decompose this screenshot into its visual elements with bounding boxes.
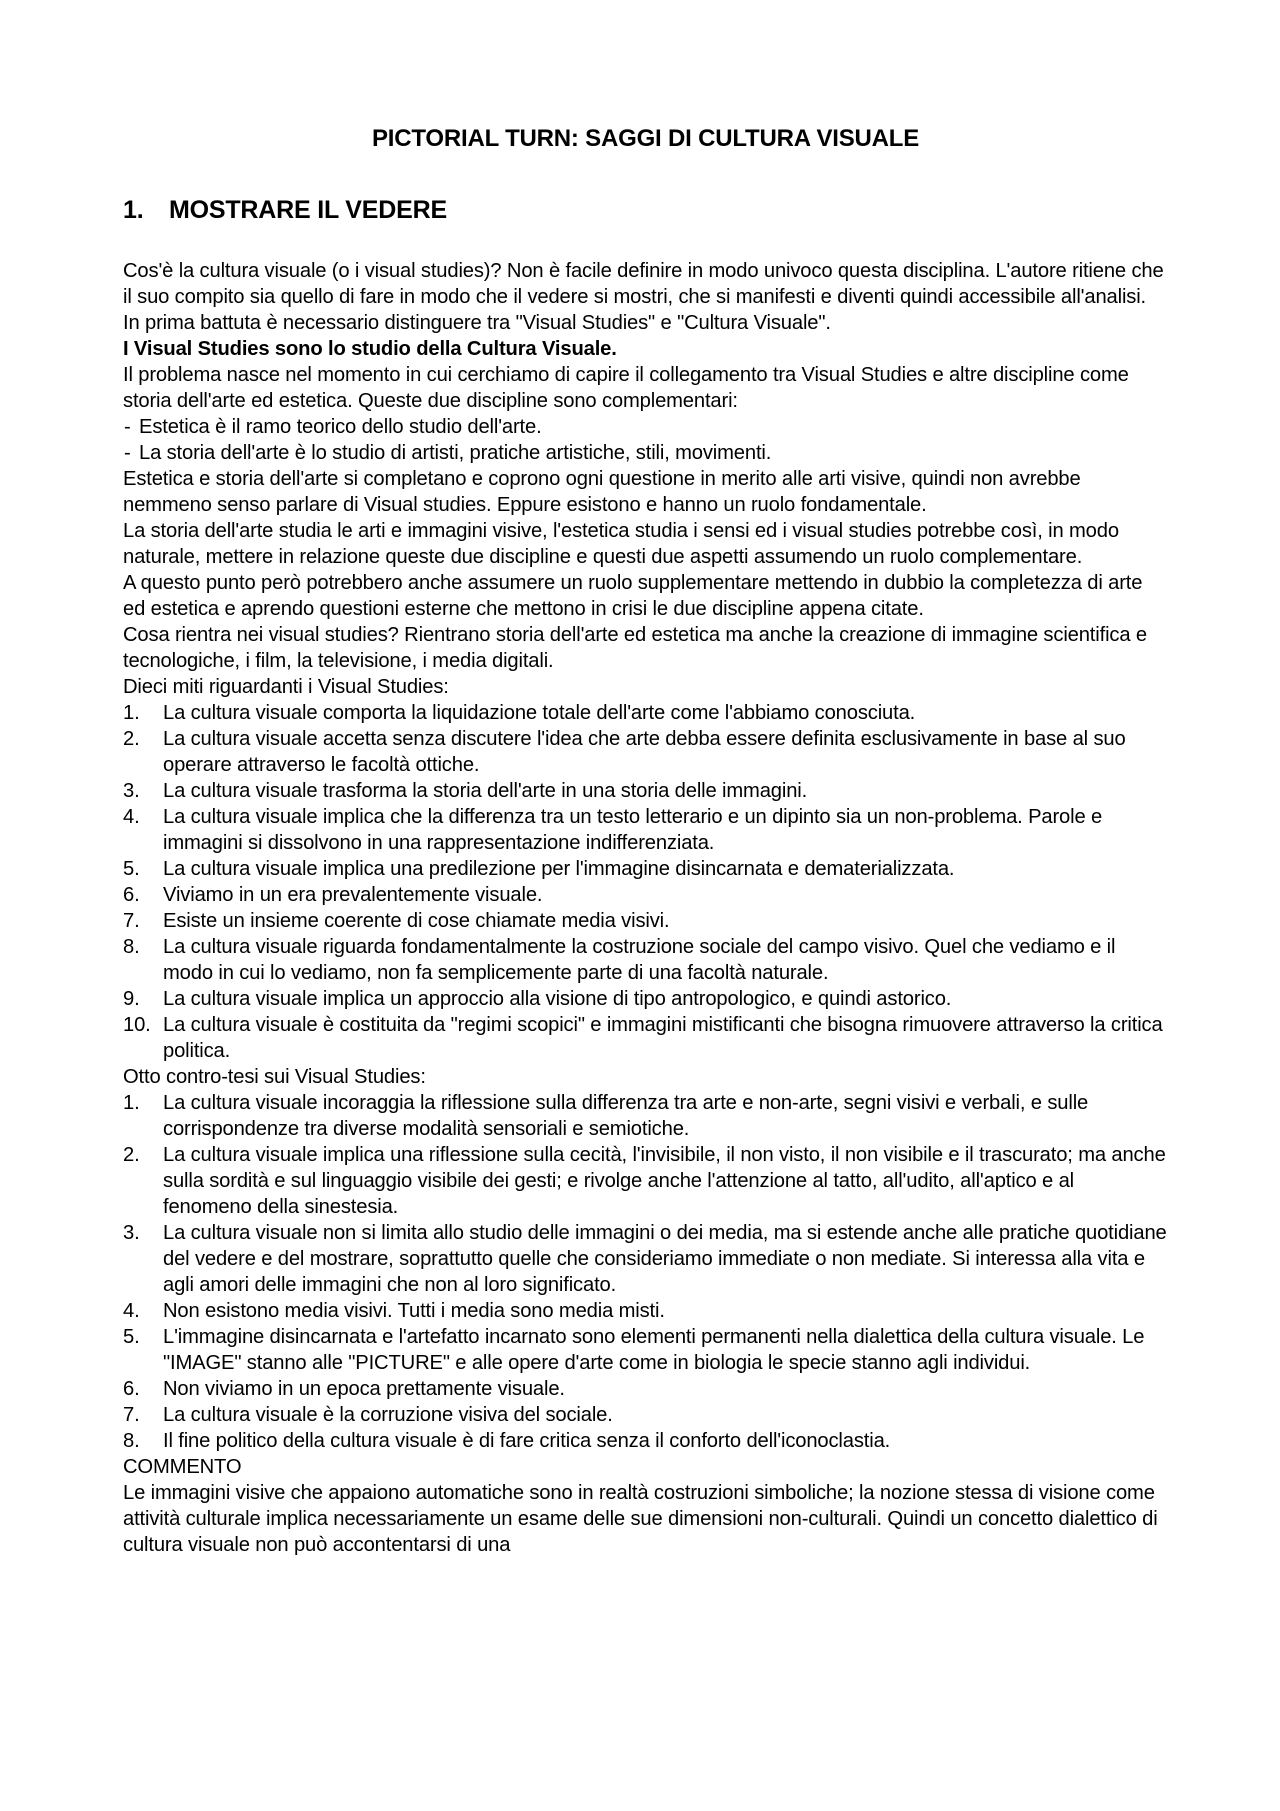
body-paragraph: A questo punto però potrebbero anche assumere un ruolo supplementare mettendo in dubbio la completezza di arte ed estetica e aprendo questioni esterne che mettono in crisi le due discipline appena citate. [123, 572, 1143, 620]
commento-label: COMMENTO [123, 1456, 242, 1478]
list-item [123, 804, 1168, 856]
list-number: 2. [123, 1144, 140, 1166]
body-paragraph: Estetica e storia dell'arte si completano e coprono ogni questione in merito alle arti visive, quindi non avrebbe nemmeno senso parlare di Visual studies. Eppure esistono e hanno un ruolo fondamentale. [123, 468, 1081, 516]
list-item [123, 700, 1168, 726]
list-item [123, 1376, 1168, 1402]
list-item-text: La cultura visuale incoraggia la riflessione sulla differenza tra arte e non-arte, segni visivi e verbali, e sulle corrispondenze tra diverse modalità sensoriali e semiotiche. [163, 1092, 1089, 1140]
list-item-text: La cultura visuale è la corruzione visiva del sociale. [163, 1404, 613, 1426]
section-title: MOSTRARE IL VEDERE [169, 196, 447, 224]
list-number: 1. [123, 1092, 140, 1114]
list-item [123, 1402, 1168, 1428]
list-number: 5. [123, 858, 140, 880]
list-item-text: Il fine politico della cultura visuale è di fare critica senza il conforto dell'iconoclastia. [163, 1430, 891, 1452]
theses-heading: Otto contro-tesi sui Visual Studies: [123, 1066, 426, 1088]
body-paragraph: Cosa rientra nei visual studies? Rientrano storia dell'arte ed estetica ma anche la creazione di immagine scientifica e tecnologiche, i film, la televisione, i media digitali. [123, 624, 1147, 672]
list-item [123, 986, 1168, 1012]
section-number: 1. [123, 196, 144, 224]
list-item-text: La cultura visuale è costituita da "regimi scopici" e immagini mistificanti che bisogna rimuovere attraverso la critica politica. [163, 1014, 1163, 1062]
list-item [123, 778, 1168, 804]
list-item-text: La cultura visuale riguarda fondamentalmente la costruzione sociale del campo visivo. Quel che vediamo e il modo in cui lo vediamo, non fa semplicemente parte di una facoltà naturale. [163, 936, 1116, 984]
list-item-text: La cultura visuale implica un approccio alla visione di tipo antropologico, e quindi astorico. [163, 988, 952, 1010]
list-item-text: La cultura visuale trasforma la storia dell'arte in una storia delle immagini. [163, 780, 808, 802]
dash-item-text: Estetica è il ramo teorico dello studio dell'arte. [139, 416, 542, 438]
list-number: 7. [123, 1404, 140, 1426]
list-number: 7. [123, 910, 140, 932]
distinction-paragraph: In prima battuta è necessario distinguere tra "Visual Studies" e "Cultura Visuale". [123, 312, 831, 334]
list-item-text: La cultura visuale comporta la liquidazione totale dell'arte come l'abbiamo conosciuta. [163, 702, 916, 724]
myths-heading: Dieci miti riguardanti i Visual Studies: [123, 676, 449, 698]
list-number: 3. [123, 1222, 140, 1244]
list-item [123, 882, 1168, 908]
list-item-text: Non esistono media visivi. Tutti i media sono media misti. [163, 1300, 665, 1322]
list-item [123, 934, 1168, 986]
list-item-text: L'immagine disincarnata e l'artefatto incarnato sono elementi permanenti nella dialettica della cultura visuale. Le "IMAGE" stanno alle "PICTURE" e alle opere d'arte come in biologia le specie stanno agli individui. [163, 1326, 1145, 1374]
myths-list [123, 700, 1168, 1064]
section-heading [123, 194, 1168, 226]
list-item [123, 1428, 1168, 1454]
list-number: 6. [123, 1378, 140, 1400]
dash-list-item [123, 414, 1168, 440]
page-content [123, 124, 1168, 1558]
list-number: 8. [123, 936, 140, 958]
list-number: 6. [123, 884, 140, 906]
list-number: 5. [123, 1326, 140, 1348]
list-item-text: La cultura visuale non si limita allo studio delle immagini o dei media, ma si estende anche alle pratiche quotidiane del vedere e del mostrare, soprattutto quelle che consideriamo immediate o non mediate. Si interessa alla vita e agli amori delle immagini che non al loro significato. [163, 1222, 1167, 1296]
dash-list-item [123, 440, 1168, 466]
list-item-text: La cultura visuale implica una predilezione per l'immagine disincarnata e dematerializzata. [163, 858, 955, 880]
list-item-text: Non viviamo in un epoca prettamente visuale. [163, 1378, 565, 1400]
list-item-text: Viviamo in un era prevalentemente visuale. [163, 884, 543, 906]
document-title: PICTORIAL TURN: SAGGI DI CULTURA VISUALE [371, 125, 920, 152]
bold-statement: I Visual Studies sono lo studio della Cultura Visuale. [123, 338, 617, 360]
list-item [123, 908, 1168, 934]
list-item [123, 1298, 1168, 1324]
dash-marker: - [124, 416, 131, 438]
list-item [123, 1012, 1168, 1064]
list-item [123, 726, 1168, 778]
list-number: 4. [123, 1300, 140, 1322]
list-item [123, 856, 1168, 882]
dash-list [123, 414, 1168, 466]
dash-marker: - [124, 442, 131, 464]
list-number: 4. [123, 806, 140, 828]
list-number: 8. [123, 1430, 140, 1452]
list-item [123, 1324, 1168, 1376]
theses-list [123, 1090, 1168, 1454]
list-item-text: La cultura visuale implica che la differenza tra un testo letterario e un dipinto sia un non-problema. Parole e immagini si dissolvono in una rappresentazione indifferenziata. [163, 806, 1103, 854]
commento-paragraph: Le immagini visive che appaiono automatiche sono in realtà costruzioni simboliche; la nozione stessa di visione come attività culturale implica necessariamente un esame delle sue dimensioni non-culturali. Quindi un concetto dialettico di cultura visuale non può accontentarsi di una [123, 1482, 1158, 1556]
list-number: 3. [123, 780, 140, 802]
list-item [123, 1142, 1168, 1220]
list-item-text: La cultura visuale implica una riflessione sulla cecità, l'invisibile, il non visto, il non visibile e il trascurato; ma anche sulla sordità e sul linguaggio visibile dei gesti; e rivolge anche l'attenzione al tatto, all'udito, all'aptico e al fenomeno della sinestesia. [163, 1144, 1166, 1218]
list-number: 9. [123, 988, 140, 1010]
problem-paragraph: Il problema nasce nel momento in cui cerchiamo di capire il collegamento tra Visual Studies e altre discipline come storia dell'arte ed estetica. Queste due discipline sono complementari: [123, 364, 1129, 412]
list-item-text: Esiste un insieme coerente di cose chiamate media visivi. [163, 910, 670, 932]
list-item [123, 1220, 1168, 1298]
dash-item-text: La storia dell'arte è lo studio di artisti, pratiche artistiche, stili, movimenti. [139, 442, 772, 464]
list-number: 1. [123, 702, 140, 724]
list-number: 10. [123, 1014, 151, 1036]
body-paragraph: La storia dell'arte studia le arti e immagini visive, l'estetica studia i sensi ed i visual studies potrebbe così, in modo naturale, mettere in relazione queste due discipline e questi due aspetti assumendo un ruolo complementare. [123, 520, 1119, 568]
list-item-text: La cultura visuale accetta senza discutere l'idea che arte debba essere definita esclusivamente in base al suo operare attraverso le facoltà ottiche. [163, 728, 1126, 776]
intro-paragraph: Cos'è la cultura visuale (o i visual studies)? Non è facile definire in modo univoco questa disciplina. L'autore ritiene che il suo compito sia quello di fare in modo che il vedere si mostri, che si manifesti e diventi quindi accessibile all'analisi. [123, 260, 1164, 308]
list-number: 2. [123, 728, 140, 750]
list-item [123, 1090, 1168, 1142]
